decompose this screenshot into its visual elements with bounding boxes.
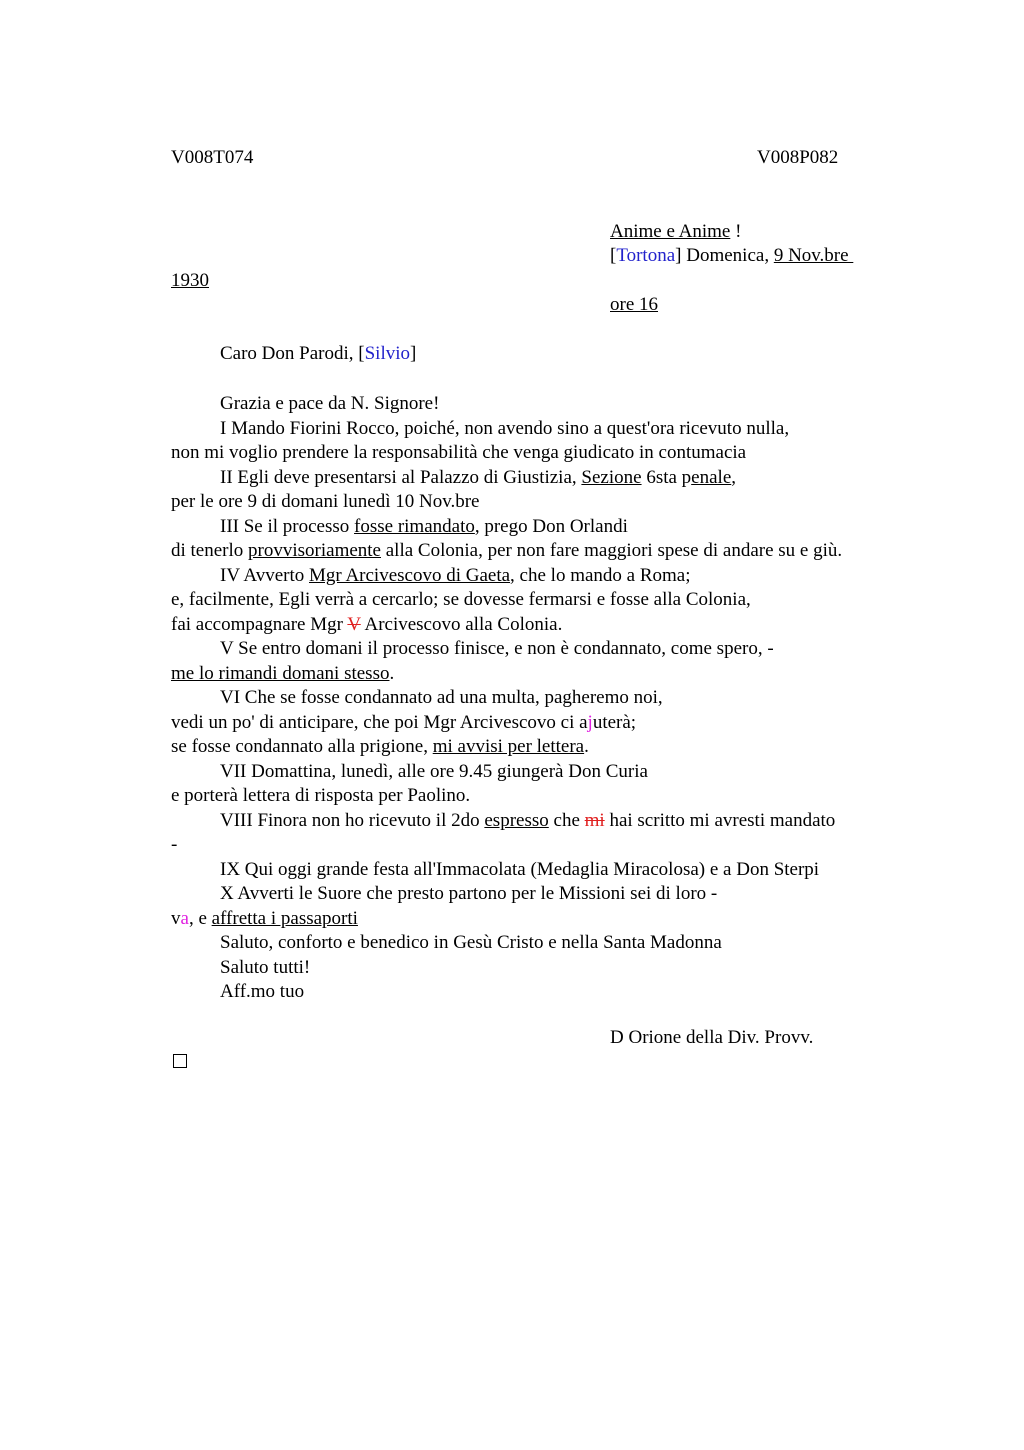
time: ore 16 <box>610 294 659 315</box>
underlined-text: espresso <box>484 809 549 831</box>
line-text: di tenerlo <box>171 540 249 561</box>
document-code-right: V008P082 <box>757 147 839 168</box>
underlined-text: Mgr Arcivescovo di Gaeta <box>309 564 511 586</box>
underlined-text: Sezione <box>581 466 642 488</box>
letter-line <box>171 564 931 589</box>
letter-line: V Se entro domani il processo finisce, e non è condannato, come spero, - <box>220 638 774 659</box>
letter-line: Saluto, conforto e benedico in Gesù Cristo e nella Santa Madonna <box>220 932 722 953</box>
letter-line <box>171 711 931 736</box>
line-text: II Egli deve presentarsi al Palazzo di Giustizia, <box>220 466 582 488</box>
letter-line: Aff.mo tuo <box>220 981 305 1002</box>
year: 1930 <box>171 270 209 291</box>
dateline-time <box>610 293 658 317</box>
line-text: v <box>171 907 181 929</box>
salutation-name: Silvio <box>364 343 410 364</box>
corrected-text: a <box>180 907 189 929</box>
letter-line <box>171 809 931 834</box>
underlined-text: fosse rimandato <box>354 515 475 537</box>
corrected-text: j <box>587 711 593 733</box>
bracket: [ <box>358 343 365 364</box>
letter-line: I Mando Fiorini Rocco, poiché, non avendo sino a quest'ora ricevuto nulla, <box>220 417 790 439</box>
line-text: che <box>548 809 585 831</box>
line-text: fai accompagnare Mgr <box>171 613 348 635</box>
date: 9 Nov.bre <box>773 245 854 266</box>
checkbox[interactable] <box>173 1054 187 1068</box>
line-text: VIII Finora non ho ricevuto il 2do <box>220 809 485 831</box>
title-mark: ! <box>730 221 742 242</box>
line-text: Arcivescovo alla Colonia. <box>360 613 563 635</box>
weekday: Domenica, <box>681 245 774 266</box>
letter-line: VI Che se fosse condannato ad una multa, pagheremo noi, <box>220 687 663 708</box>
line-text: , che lo mando a Roma; <box>510 564 691 586</box>
underlined-text: enale <box>691 466 732 488</box>
bracket: ] <box>675 245 682 266</box>
line-text: III Se il processo <box>220 515 355 537</box>
letter-line <box>171 907 931 932</box>
line-text: , prego Don Orlandi <box>474 515 628 537</box>
signature: D Orione della Div. Provv. <box>610 1027 814 1048</box>
line-text: 6sta p <box>641 466 692 488</box>
underlined-text: affretta i passaporti <box>211 907 358 929</box>
letter-line: e, facilmente, Egli verrà a cercarlo; se dovesse fermarsi e fosse alla Colonia, <box>171 589 751 610</box>
letter-line <box>171 735 931 760</box>
document-code-left: V008T074 <box>171 147 254 168</box>
letter-line: Saluto tutti! <box>220 956 311 978</box>
line-text: alla Colonia, per non fare maggiori spese di andare su e giù. <box>381 540 843 561</box>
letter-line: per le ore 9 di domani lunedì 10 Nov.bre <box>171 491 480 512</box>
letter-line: X Avverti le Suore che presto partono per le Missioni sei di loro - <box>220 883 718 904</box>
place-name: Tortona <box>616 245 676 266</box>
letter-line <box>171 613 931 638</box>
line-text: , e <box>188 907 212 929</box>
letter-line: Grazia e pace da N. Signore! <box>220 393 440 414</box>
bracket: ] <box>410 343 417 364</box>
deleted-text: mi <box>584 809 605 831</box>
letter-line <box>171 539 931 564</box>
letter-line: non mi voglio prendere la responsabilità che venga giudicato in contumacia <box>171 442 747 463</box>
line-text: . <box>584 736 589 757</box>
line-text: se fosse condannato alla prigione, <box>171 736 433 757</box>
letter-body <box>171 392 931 1005</box>
letter-line: IX Qui oggi grande festa all'Immacolata (Medaglia Miracolosa) e a Don Sterpi <box>220 858 820 880</box>
line-text: hai scritto mi avresti mandato <box>604 809 836 831</box>
line-text: , <box>731 466 736 488</box>
line-text: . <box>389 662 395 684</box>
line-text: IV Avverto <box>220 564 310 586</box>
salutation <box>220 342 416 366</box>
letter-line <box>171 466 931 491</box>
letter-line: - <box>171 834 178 855</box>
dateline-place-date <box>610 244 853 268</box>
underlined-text: me lo rimandi domani stesso <box>171 662 390 684</box>
underlined-text: provvisoriamente <box>248 540 381 561</box>
deleted-text: V <box>347 613 361 635</box>
dateline-title <box>610 220 741 244</box>
bracket: [ <box>610 245 617 266</box>
dateline-year <box>171 269 209 293</box>
line-text: vedi un po' di anticipare, che poi Mgr Arcivescovo ci a <box>171 711 588 733</box>
letter-line <box>171 662 931 687</box>
letter-line <box>171 515 931 540</box>
underlined-text: mi avvisi per lettera <box>432 736 585 757</box>
line-text: uterà; <box>592 711 637 733</box>
salutation-text: Caro Don Parodi, <box>220 343 359 364</box>
title-text: Anime e Anime <box>610 221 731 242</box>
letter-line: e porterà lettera di risposta per Paolino. <box>171 785 471 806</box>
letter-line: VII Domattina, lunedì, alle ore 9.45 giungerà Don Curia <box>220 760 648 782</box>
